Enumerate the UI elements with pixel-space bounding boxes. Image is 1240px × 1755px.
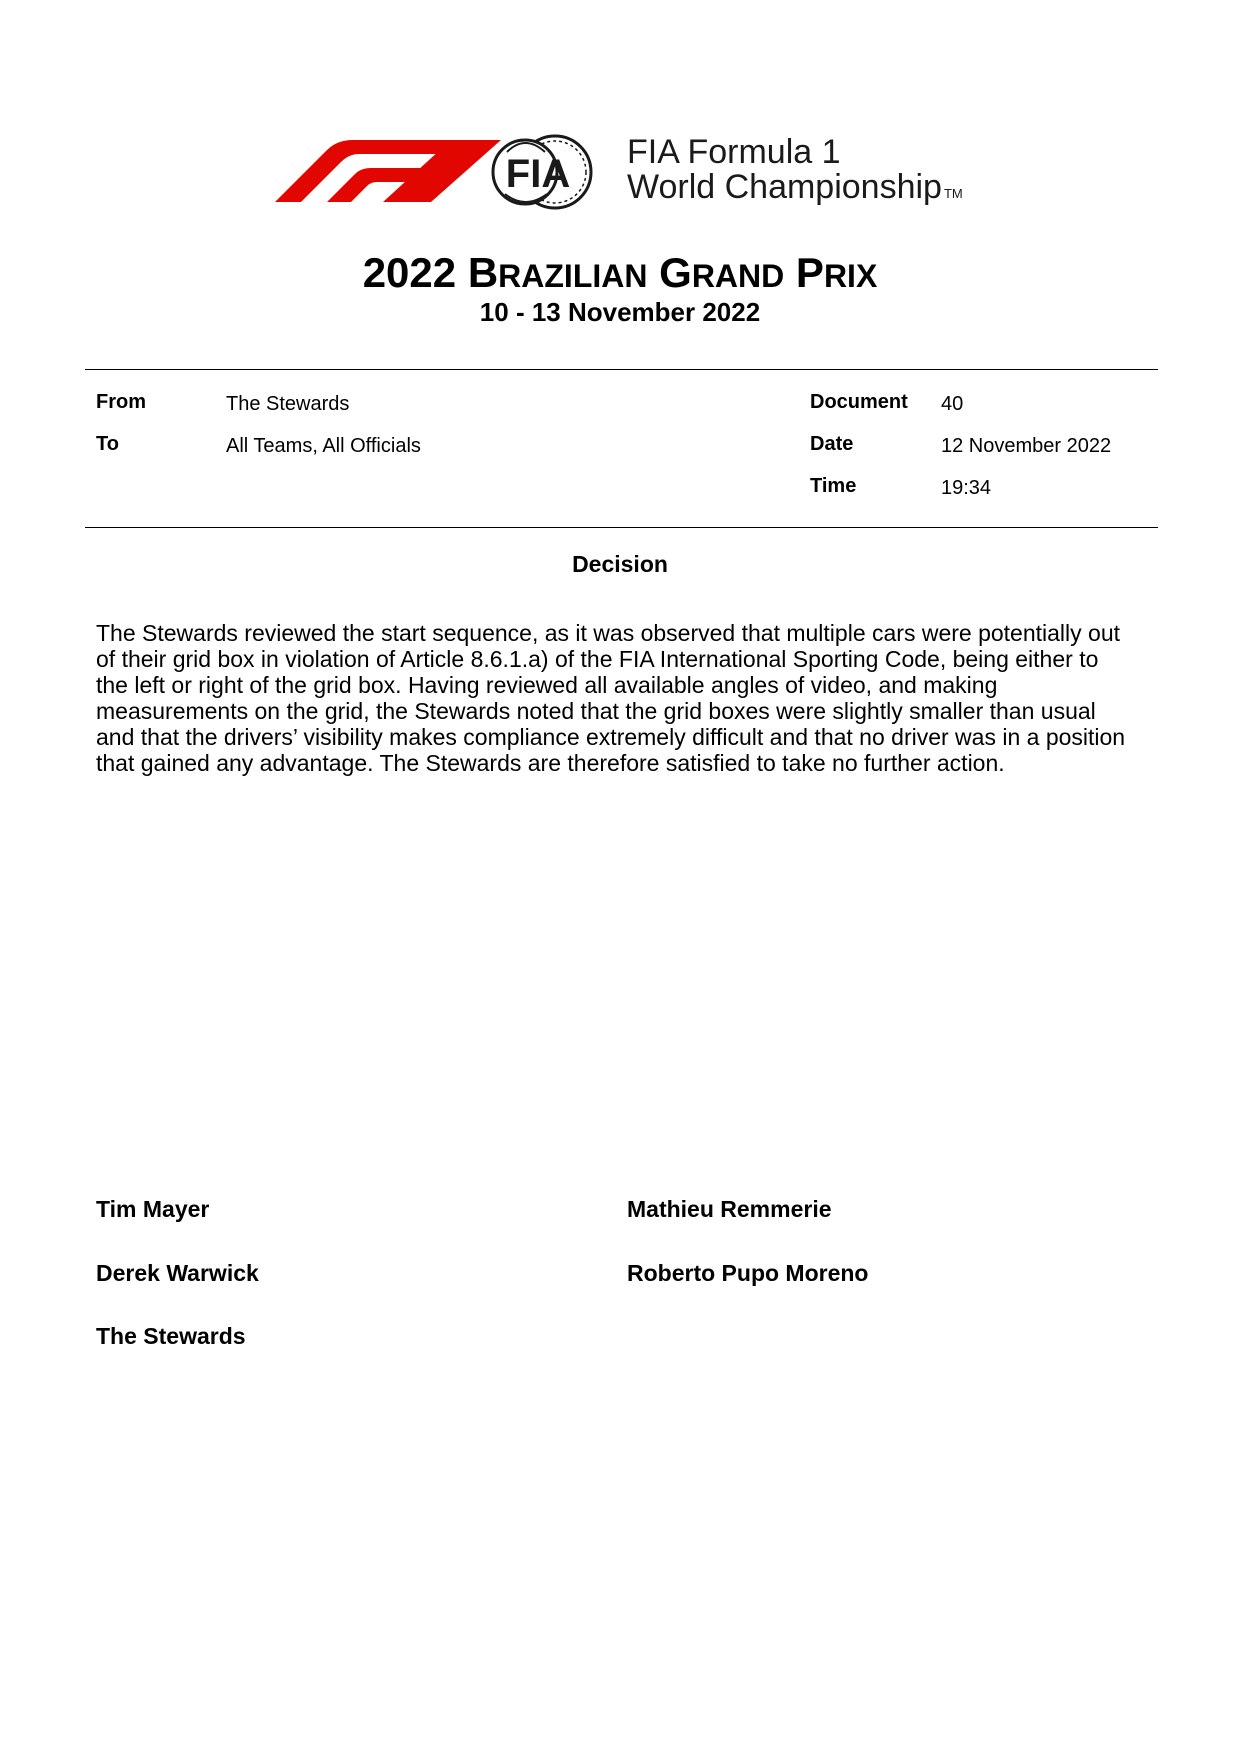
decision-line: of their grid box in violation of Article 8.6.1.a) of the FIA International Sporting Code, being either to bbox=[96, 646, 1099, 672]
time-label: Time bbox=[810, 475, 857, 497]
title-g: G bbox=[659, 249, 692, 296]
title-razilian: RAZILIAN bbox=[498, 258, 648, 294]
event-title bbox=[0, 248, 1240, 301]
decision-body bbox=[96, 620, 1156, 776]
title-rand: RAND bbox=[691, 258, 785, 294]
fia-badge-icon bbox=[493, 136, 591, 208]
decision-line: that gained any advantage. The Stewards are therefore satisfied to take no further action. bbox=[96, 750, 1005, 776]
title-p: P bbox=[795, 249, 824, 296]
fia-badge-text: FIA bbox=[505, 152, 571, 196]
trademark-mark: TM bbox=[943, 186, 963, 201]
decision-line: the left or right of the grid box. Having reviewed all available angles of video, and making bbox=[96, 672, 998, 698]
date-label: Date bbox=[810, 433, 854, 455]
event-dates: 10 - 13 November 2022 bbox=[479, 297, 761, 327]
date-value: 12 November 2022 bbox=[941, 435, 1112, 457]
logo-line-1: FIA Formula 1 bbox=[627, 133, 841, 171]
from-label: From bbox=[96, 391, 146, 413]
decision-line: The Stewards reviewed the start sequence, as it was observed that multiple cars were potentially out bbox=[96, 620, 1121, 646]
steward-name-4: Roberto Pupo Moreno bbox=[627, 1260, 869, 1286]
to-label: To bbox=[96, 433, 119, 455]
divider-bottom bbox=[85, 527, 1158, 528]
logo-wordmark bbox=[627, 134, 963, 211]
steward-name-3: Derek Warwick bbox=[96, 1260, 259, 1286]
steward-name-1: Tim Mayer bbox=[96, 1196, 210, 1222]
title-rix: RIX bbox=[823, 258, 878, 294]
to-value: All Teams, All Officials bbox=[226, 435, 421, 457]
document-value: 40 bbox=[941, 393, 964, 415]
title-year: 2022 bbox=[362, 249, 457, 296]
fia-f1-logo bbox=[255, 124, 1015, 230]
divider-top bbox=[85, 369, 1158, 370]
logo-line-2 bbox=[627, 170, 963, 211]
f1-logo-icon bbox=[255, 124, 627, 230]
decision-line: and that the drivers’ visibility makes compliance extremely difficult and that no driver was in a position bbox=[96, 724, 1126, 750]
logo-line-2-text: World Championship bbox=[627, 168, 942, 206]
title-b: B bbox=[467, 249, 499, 296]
from-value: The Stewards bbox=[226, 393, 350, 415]
steward-name-2: Mathieu Remmerie bbox=[627, 1196, 832, 1222]
document-label: Document bbox=[810, 391, 908, 413]
time-value: 19:34 bbox=[941, 477, 992, 499]
decision-line: measurements on the grid, the Stewards noted that the grid boxes were slightly smaller than usual bbox=[96, 698, 1096, 724]
decision-heading: Decision bbox=[572, 551, 668, 577]
stewards-footer: The Stewards bbox=[96, 1323, 246, 1349]
